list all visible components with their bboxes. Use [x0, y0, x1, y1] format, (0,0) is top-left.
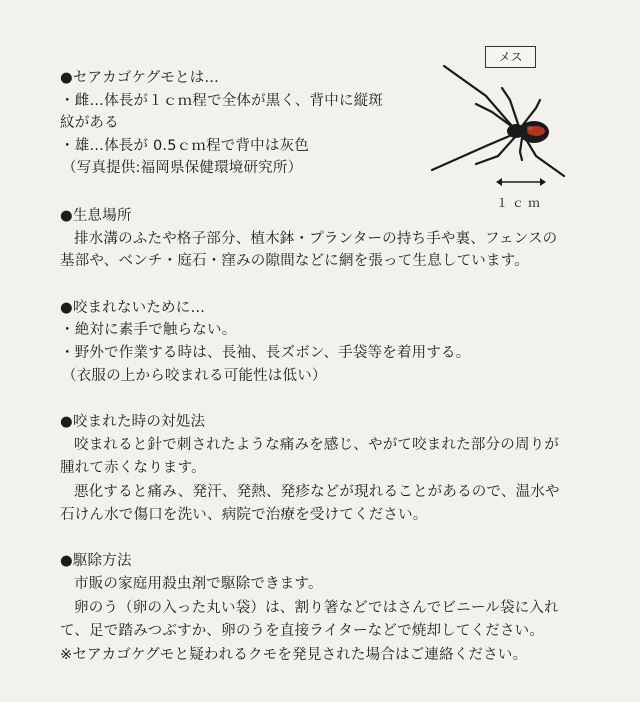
- about-heading: ●セアカゴケグモとは…: [60, 70, 220, 86]
- treatment-text-line1: 咬まれると針で刺されたような痛みを感じ、やがて咬まれた部分の周りが: [74, 437, 560, 453]
- removal-text-line1: 市販の家庭用殺虫剤で駆除できます。: [74, 576, 323, 592]
- scale-label: １ｃｍ: [496, 196, 545, 210]
- removal-heading: ●駆除方法: [60, 553, 132, 569]
- habitat-heading: ●生息場所: [60, 208, 132, 224]
- scale-arrow-icon: [495, 176, 547, 188]
- about-male-line: ・雄…体長が 0.5ｃｍ程で背中は灰色: [60, 138, 309, 154]
- removal-text-line3: て、足で踏みつぶすか、卵のうを直接ライターなどで焼却してください。: [60, 623, 545, 639]
- contact-note: ※セアカゴケグモと疑われるクモを発見された場合はご連絡ください。: [60, 647, 528, 663]
- treatment-text-line4: 石けん水で傷口を洗い、病院で治療を受けてください。: [60, 507, 428, 523]
- habitat-text-line1: 排水溝のふたや格子部分、植木鉢・プランターの持ち手や裏、フェンスの: [74, 231, 558, 247]
- prevention-note: （衣服の上から咬まれる可能性は低い）: [62, 368, 327, 384]
- treatment-heading: ●咬まれた時の対処法: [60, 414, 206, 430]
- about-female-line: ・雌…体長が１ｃｍ程で全体が黒く、背中に縦斑: [60, 93, 384, 109]
- prevention-item1: ・絶対に素手で触らない。: [60, 322, 237, 338]
- removal-text-line2: 卵のう（卵の入った丸い袋）は、割り箸などではさんでビニール袋に入れ: [74, 600, 559, 616]
- treatment-text-line2: 腫れて赤くなります。: [60, 460, 206, 476]
- spider-photo: [426, 60, 576, 185]
- treatment-text-line3: 悪化すると痛み、発汗、発熱、発疹などが現れることがあるので、温水や: [74, 484, 560, 500]
- prevention-item2: ・野外で作業する時は、長袖、長ズボン、手袋等を着用する。: [60, 345, 471, 361]
- photo-label-female: メス: [485, 46, 536, 68]
- prevention-heading: ●咬まれないために…: [60, 300, 206, 316]
- habitat-text-line2: 基部や、ベンチ・庭石・窪みの隙間などに網を張って生息しています。: [60, 253, 529, 269]
- photo-credit: （写真提供:福岡県保健環境研究所）: [62, 160, 303, 176]
- about-female-line-cont: 紋がある: [60, 115, 119, 131]
